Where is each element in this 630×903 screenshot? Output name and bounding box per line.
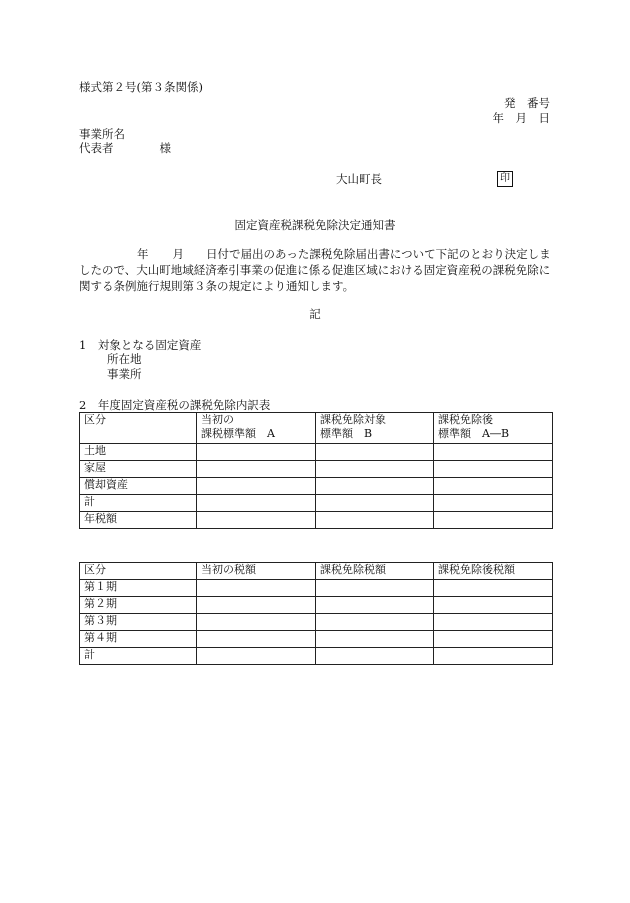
seal-mark: 印	[497, 171, 513, 187]
document-title: 固定資産税課税免除決定通知書	[234, 218, 396, 232]
table-cell	[434, 597, 553, 614]
table-cell	[316, 580, 434, 597]
table-cell	[316, 444, 434, 461]
table-cell	[434, 648, 553, 665]
table-cell	[197, 631, 316, 648]
table-row	[80, 444, 553, 461]
table-cell	[197, 512, 316, 529]
section1-location-label: 所在地	[107, 352, 142, 366]
tax-base-table	[79, 412, 553, 529]
table-cell	[434, 461, 553, 478]
issuer-name: 大山町長	[336, 172, 382, 186]
record-mark: 記	[309, 307, 321, 321]
row-label: 年税額	[80, 512, 197, 529]
row-label: 第４期	[80, 631, 197, 648]
table-header-cell: 課税免除税額	[316, 563, 434, 580]
table-header-cell: 当初の税額	[197, 563, 316, 580]
table-header-cell: 課税免除後 標準額 A―B	[434, 413, 553, 444]
table-cell	[197, 597, 316, 614]
representative-label: 代表者 様	[79, 141, 171, 155]
table-cell	[197, 478, 316, 495]
body-text: 日付で届出のあった課税免除届出書について下記のとおり決定しましたので、大山町地域経済牽引事業の促進に係る促進区域における固定資産税の課税免除に関する条例施行規則第３条の規定により通知します。	[79, 247, 551, 293]
row-label: 第２期	[80, 597, 197, 614]
table-cell	[197, 444, 316, 461]
row-label: 計	[80, 495, 197, 512]
table-row	[80, 580, 553, 597]
body-paragraph	[79, 246, 553, 294]
table-header-cell: 区分	[80, 413, 197, 444]
table-cell	[434, 444, 553, 461]
table-row	[80, 495, 553, 512]
table-cell	[316, 614, 434, 631]
table-row	[80, 631, 553, 648]
table-header-cell: 課税免除後税額	[434, 563, 553, 580]
row-label: 償却資産	[80, 478, 197, 495]
table-cell	[197, 461, 316, 478]
table-cell	[316, 461, 434, 478]
row-label: 計	[80, 648, 197, 665]
table-cell	[316, 478, 434, 495]
section1-heading: 1 対象となる固定資産	[79, 338, 202, 352]
section2-heading: 2 年度固定資産税の課税免除内訳表	[79, 398, 271, 412]
table-row	[80, 461, 553, 478]
table-cell	[316, 597, 434, 614]
body-month: 月	[172, 247, 184, 261]
row-label: 第３期	[80, 614, 197, 631]
issue-date: 年 月 日	[492, 111, 550, 125]
table-cell	[316, 631, 434, 648]
table-cell	[434, 631, 553, 648]
table-row	[80, 512, 553, 529]
table-cell	[197, 614, 316, 631]
table-header-row	[80, 563, 553, 580]
table-header-cell: 区分	[80, 563, 197, 580]
table-cell	[316, 648, 434, 665]
table-header-cell: 課税免除対象 標準額 B	[316, 413, 434, 444]
table-cell	[434, 614, 553, 631]
table-cell	[316, 495, 434, 512]
table-row	[80, 478, 553, 495]
tax-amount-table	[79, 562, 553, 665]
table-cell	[434, 478, 553, 495]
table-cell	[197, 495, 316, 512]
row-label: 家屋	[80, 461, 197, 478]
issue-number: 発 番号	[504, 96, 550, 110]
table-cell	[197, 580, 316, 597]
table-cell	[434, 495, 553, 512]
table-cell	[197, 648, 316, 665]
body-year: 年	[137, 247, 149, 261]
table-row	[80, 597, 553, 614]
table-cell	[434, 512, 553, 529]
table-cell	[434, 580, 553, 597]
row-label: 土地	[80, 444, 197, 461]
table-header-cell: 当初の 課税標準額 A	[197, 413, 316, 444]
row-label: 第１期	[80, 580, 197, 597]
table-row	[80, 648, 553, 665]
table-row	[80, 614, 553, 631]
table-cell	[316, 512, 434, 529]
form-number: 様式第２号(第３条関係)	[79, 80, 203, 94]
business-name-label: 事業所名	[79, 127, 125, 141]
table-header-row	[80, 413, 553, 444]
section1-office-label: 事業所	[107, 367, 142, 381]
